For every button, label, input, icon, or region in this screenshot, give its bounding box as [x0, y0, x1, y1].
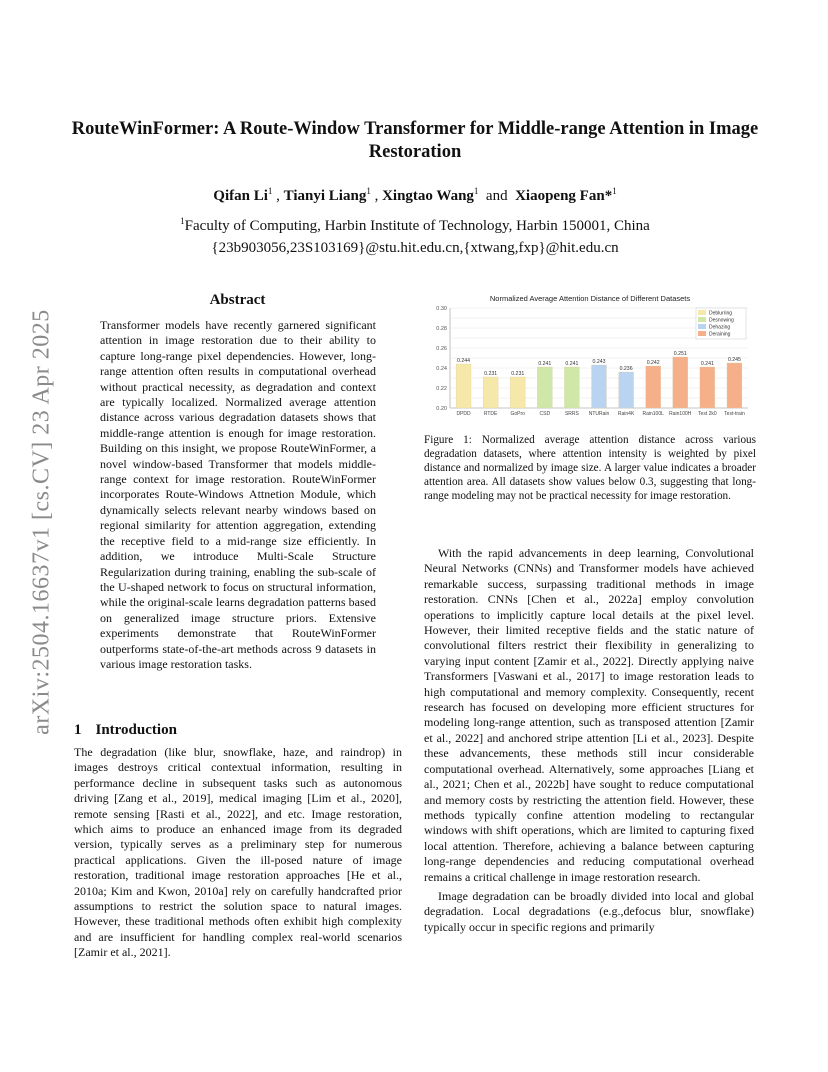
intro-paragraph-2: With the rapid advancements in deep learning, Convolutional Neural Networks (CNNs) and Transformer models have achieved remarkable success, surpassing traditional methods in image restoration. CNNs [Chen et al., 2022a] employ convolution operations to implicitly capture local details at the pixel level. However, their limited receptive fields and the static nature of convolutional filters restrict their flexibility in generalizing to varying input content [Zamir et al., 2022]. Directly applying naive Transformers [Vaswani et al., 2017] to image restoration leads to high computational and memory complexity. Consequently, recent research has focused on developing more efficient structures for modeling long-range attention, such as transposed attention [Zamir et al., 2022] and anchored stripe attention [Li et al., 2023]. Despite these advancements, these methods still incur considerable computational overhead. Alternatively, some approaches [Liang et al., 2021; Chen et al., 2022b] have sought to reduce computational and memory costs by restricting the attention field. However, these methods typically confine attention modeling to rectangular windows with shift operations, which are limited to capturing fixed local attention. Therefore, achieving a balance between capturing long-range dependencies and reducing computational overhead remains a critical challenge in image restoration research. — [424, 546, 754, 884]
author-name: Qifan Li — [213, 188, 268, 204]
y-tick-label: 0.26 — [436, 346, 447, 352]
arxiv-identifier: arXiv:2504.16637v1 [cs.CV] 23 Apr 2025 — [28, 309, 55, 735]
legend-swatch — [698, 324, 706, 329]
bar-value-label: 0.241 — [565, 361, 579, 367]
author-name: Xiaopeng Fan* — [515, 188, 613, 204]
y-tick-label: 0.24 — [436, 366, 447, 372]
bar-value-label: 0.244 — [457, 358, 471, 364]
y-tick-label: 0.30 — [436, 306, 447, 312]
abstract-heading: Abstract — [209, 292, 266, 308]
legend-swatch — [698, 331, 706, 336]
author-name: Tianyi Liang — [283, 188, 367, 204]
section-title: Introduction — [95, 722, 177, 738]
figure-1-chart — [424, 294, 756, 422]
chart-bar — [646, 366, 661, 408]
legend-label: Desnowing — [709, 317, 734, 324]
affiliation: $^1$Faculty of Computing, Harbin Institute of Technology, Harbin 150001, China {23b903056,23S103169}@stu.hit.edu.cn,{xtwang,fxp}@hit.edu.cn — [70, 210, 760, 259]
y-tick-label: 0.22 — [436, 386, 447, 392]
section-heading — [74, 722, 177, 739]
x-tick-label: NTURain — [588, 411, 610, 417]
legend-label: Deblurring — [709, 310, 733, 317]
bar-value-label: 0.231 — [511, 371, 525, 377]
abstract-text: Transformer models have recently garnered significant attention in image restoration due to their ability to capture long-range pixel dependencies. However, long-range attention often results in computational overhead without practical necessity, as degradation and context are typically localized. Normalized average attention distance across various degradation datasets shows that middle-range attention is enough for image restoration. Building on this insight, we propose RouteWinFormer, a novel window-based Transformer that models middle-range context for image restoration. RouteWinFormer incorporates Route-Windows Attnetion Module, which dynamically selects relevant nearby windows based on regional similarity for attention aggregation, extending the receptive field to a mid-range size efficiently. In addition, we introduce Multi-Scale Structure Regularization during training, enabling the sub-scale of the U-shaped network to focus on structural information, while the original-scale learns degradation patterns based on generalized image structure priors. Extensive experiments demonstrate that RouteWinFormer outperforms state-of-the-art methods across 9 datasets in various image restoration tasks. — [100, 318, 376, 671]
bar-value-label: 0.236 — [619, 366, 633, 372]
chart-bar — [673, 357, 688, 408]
intro-paragraph-1: The degradation (like blur, snowflake, haze, and raindrop) in images destroys critical contextual information, resulting in performance decline in subsequent tasks such as autonomous driving [Zang et al., 2019], medical imaging [Lim et al., 2020], remote sensing [Rasti et al., 2022], and etc. Image restoration, which aims to produce an enhanced image from its degraded version, typically serves as a preliminary step for numerous practical applications. Given the ill-posed nature of image restoration, traditional image restoration approaches [He et al., 2010a; Kim and Kwon, 2010a] rely on carefully handcrafted prior assumptions to restrict the solution space to natural images. However, these traditional methods often exhibit high complexity and are insufficient for handling complex real-world scenarios [Zamir et al., 2021]. — [74, 745, 402, 960]
chart-bar — [564, 367, 579, 408]
intro-right-column — [424, 546, 754, 935]
bar-value-label: 0.251 — [673, 351, 687, 357]
section-number: 1 — [74, 722, 82, 738]
affiliation-line: Faculty of Computing, Harbin Institute of Technology, Harbin 150001, China — [184, 218, 650, 234]
y-tick-label: 0.20 — [436, 406, 447, 412]
x-tick-label: RTDE — [483, 411, 498, 417]
chart-title: Normalized Average Attention Distance of Different Datasets — [489, 294, 691, 303]
chart-bar — [619, 372, 634, 408]
legend-swatch — [698, 317, 706, 322]
chart-bar — [700, 367, 715, 408]
legend-label: Deraining — [709, 331, 731, 338]
x-tick-label: Test-train — [724, 411, 745, 417]
bar-value-label: 0.243 — [592, 359, 606, 365]
x-tick-label: GoPro — [510, 411, 525, 417]
chart-bar — [510, 377, 525, 408]
paper-title: RouteWinFormer: A Route-Window Transformer for Middle-range Attention in Image Restoration — [71, 119, 759, 162]
author-emails: {23b903056,23S103169}@stu.hit.edu.cn,{xtwang,fxp}@hit.edu.cn — [211, 240, 619, 256]
x-tick-label: CSD — [539, 411, 551, 417]
author-list: Qifan Li$^1$ , Tianyi Liang$^1$ , Xingtao Wang$^1$ and Xiaopeng Fan*$^1$ — [213, 186, 617, 204]
bar-value-label: 0.231 — [484, 371, 498, 377]
bar-value-label: 0.241 — [700, 361, 714, 367]
chart-bar — [456, 364, 471, 408]
x-tick-label: Rain100L — [642, 411, 664, 417]
x-tick-label: Rain4K — [617, 411, 635, 417]
figure-1-caption: Figure 1: Normalized average attention distance across various degradation datasets, where attention intensity is weighted by pixel distance and normalized by image size. A larger value indicates a broader attention area. All datasets show values below 0.3, suggesting that long-range modeling may not be practical necessity for image restoration. — [424, 434, 756, 502]
legend-label: Dehazing — [709, 324, 731, 331]
x-tick-label: SRRS — [564, 411, 579, 417]
arxiv-sidebar-stamp — [22, 285, 62, 760]
legend-swatch — [698, 310, 706, 315]
chart-bar — [592, 365, 607, 408]
bar-value-label: 0.242 — [646, 360, 660, 366]
chart-bar — [537, 367, 552, 408]
chart-plot — [424, 294, 756, 422]
y-tick-label: 0.28 — [436, 326, 447, 332]
bar-value-label: 0.245 — [727, 357, 741, 363]
author-name: Xingtao Wang — [382, 188, 474, 204]
bar-value-label: 0.241 — [538, 361, 552, 367]
intro-paragraph-3: Image degradation can be broadly divided into local and global degradation. Local degradations (e.g.,defocus blur, snowflake) typically occur in specific regions and primarily — [424, 888, 754, 934]
x-tick-label: Rain100H — [669, 411, 692, 417]
x-tick-label: Test 2k0 — [698, 411, 717, 417]
chart-bar — [483, 377, 498, 408]
x-tick-label: DPDD — [456, 411, 471, 417]
chart-bar — [727, 363, 742, 408]
